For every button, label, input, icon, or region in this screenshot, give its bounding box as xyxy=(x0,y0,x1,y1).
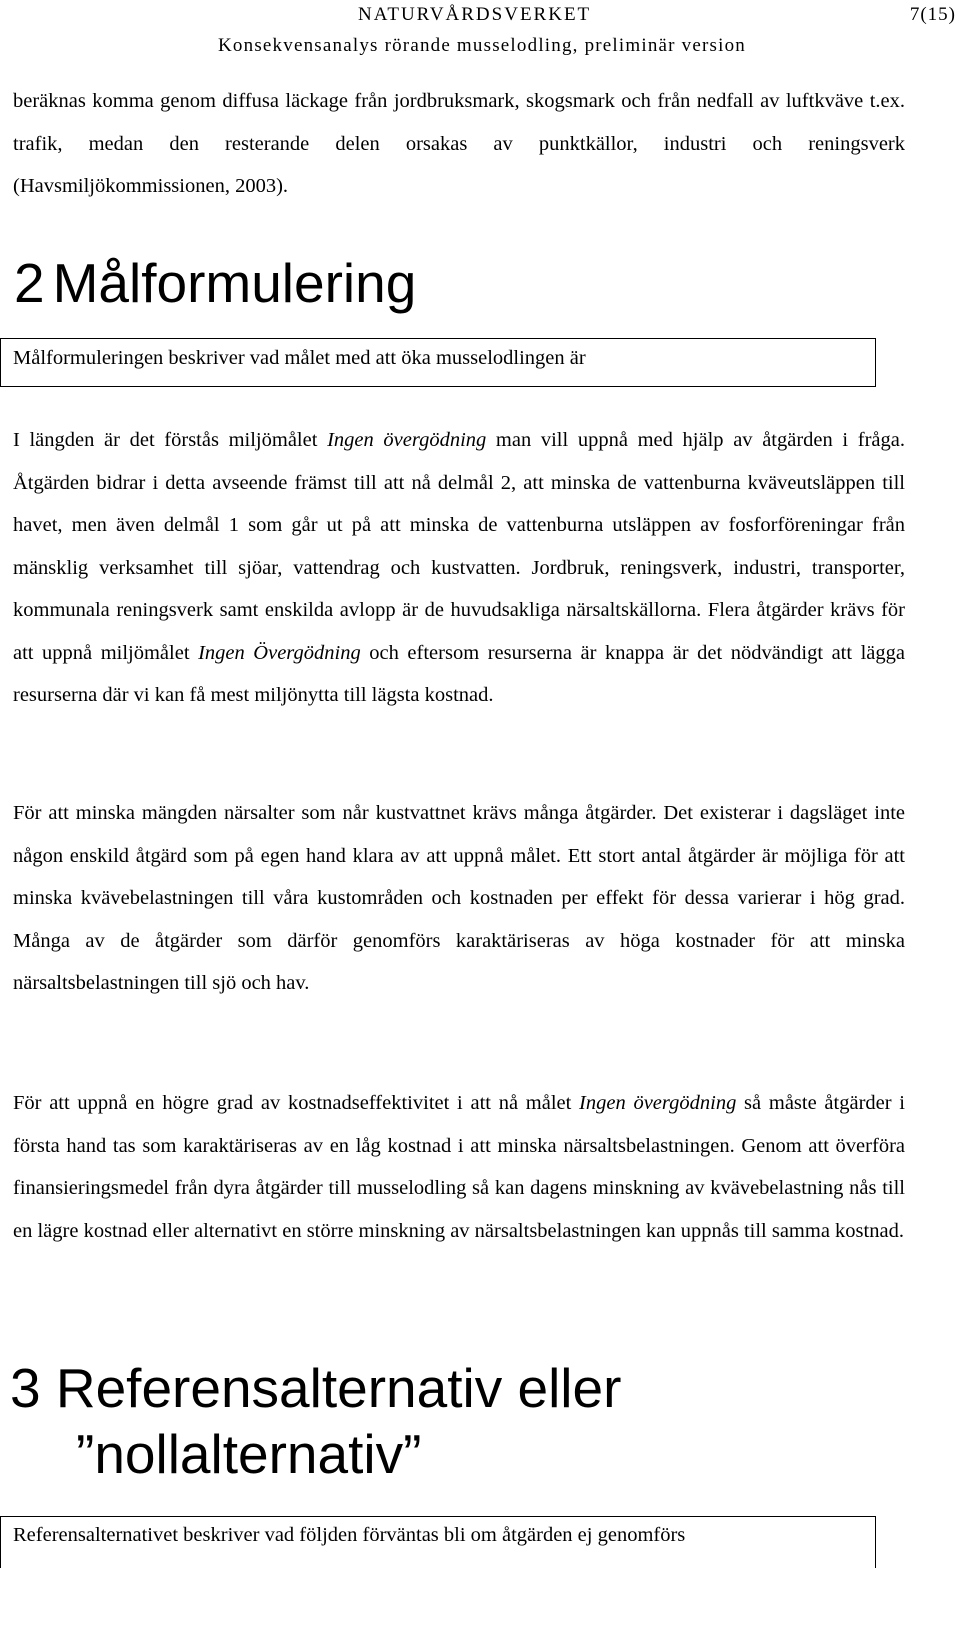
section-2-number: 2 xyxy=(14,252,45,314)
environmental-goal-emphasis: Ingen Övergödning xyxy=(198,641,361,664)
section-3-number: 3 xyxy=(10,1357,41,1419)
section-2-heading xyxy=(14,253,416,313)
environmental-goal-emphasis: Ingen övergödning xyxy=(327,429,487,451)
header-page-number: 7(15) xyxy=(909,4,956,25)
section-3-title-line-1: Referensalternativ eller xyxy=(55,1357,622,1419)
section-3-heading xyxy=(10,1355,621,1487)
goal-paragraph-1: I längden är det förstås miljömålet Ingen övergödning man vill uppnå med hjälp av åtgärden i fråga. Åtgärden bidrar i detta avseende främst till att nå delmål 2, att minska de vattenburna kväveutsläppen till havet, men även delmål 1 som går ut på att minska de vattenburna utsläppen av fosforföreningar från mänsklig verksamhet till sjöar, vattendrag och kustvatten. Jordbruk, reningsverk, industri, transporter, kommunala reningsverk samt enskilda avlopp är de huvudsakliga närsaltskällorna. Flera åtgärder krävs för att uppnå miljömålet Ingen Övergödning och eftersom resurserna är knappa är det nödvändigt att lägga resurserna där vi kan få mest miljönytta till lägsta kostnad. xyxy=(13,429,905,706)
section-3-title-line-2: ”nollalternativ” xyxy=(76,1423,422,1485)
intro-paragraph: beräknas komma genom diffusa läckage från jordbruksmark, skogsmark och från nedfall av luftkväve t.ex. trafik, medan den resterande delen orsakas av punktkällor, industri och reningsverk (Havsmiljökommissionen, 2003). xyxy=(13,90,905,197)
goal-paragraph-3: För att uppnå en högre grad av kostnadseffektivitet i att nå målet Ingen övergödning så måste åtgärder i första hand tas som karaktäriseras av en låg kostnad i att minska närsaltsbelastningen. Genom att överföra finansieringsmedel från dyra åtgärder till musselodling så kan dagens minskning av kvävebelastning nås till en lägre kostnad eller alternativt en större minskning av närsaltsbelastningen kan uppnås till samma kostnad. xyxy=(13,1092,905,1242)
goal-box: Målformuleringen beskriver vad målet med att öka musselodlingen är xyxy=(0,338,876,387)
section-2-title: Målformulering xyxy=(52,252,417,314)
header-organization: NATURVÅRDSVERKET xyxy=(358,4,592,25)
environmental-goal-emphasis: Ingen övergödning xyxy=(579,1092,737,1114)
header-document-title: Konsekvensanalys rörande musselodling, preliminär version xyxy=(218,35,746,56)
goal-paragraph-2: För att minska mängden närsalter som når kustvattnet krävs många åtgärder. Det existerar i dagsläget inte någon enskild åtgärd som på egen hand klara av att uppnå målet. Ett stort antal åtgärder är möjliga för att minska kvävebelastningen till våra kustområden och kostnaden per effekt för dessa varierar i hög grad. Många av de åtgärder som därför genomförs karaktäriseras av höga kostnader för att minska närsaltsbelastningen till sjö och hav. xyxy=(13,802,905,994)
reference-box: Referensalternativet beskriver vad följden förväntas bli om åtgärden ej genomförs xyxy=(0,1516,876,1568)
